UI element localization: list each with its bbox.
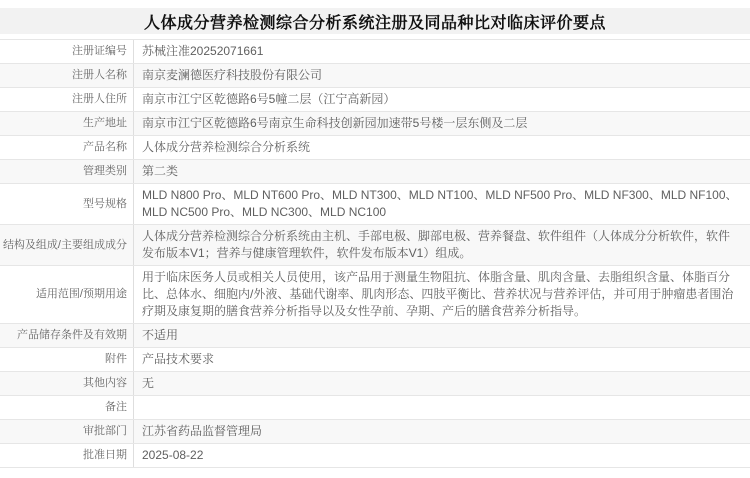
row-value: 南京麦澜德医疗科技股份有限公司 (142, 68, 323, 82)
row-label: 附件 (0, 348, 134, 371)
table-row (0, 396, 750, 420)
row-value: 江苏省药品监督管理局 (142, 424, 263, 438)
row-value: 第二类 (142, 164, 179, 178)
row-label: 结构及组成/主要组成成分 (0, 225, 134, 265)
row-value: 用于临床医务人员或相关人员使用，该产品用于测量生物阻抗、体脂含量、肌肉含量、去脂组织含量、体脂百分比、总体水、细胞内/外液、基础代谢率、肌肉形态、四肢平衡比、营养状况与营养评估，并可用于肿瘤患者围治疗期及康复期的膳食营养分析指导以及女性孕前、孕期、产后的膳食营养分析指导。 (142, 270, 734, 318)
table-row (0, 372, 750, 396)
row-value (134, 396, 750, 419)
table-row (0, 420, 750, 444)
table-row (0, 40, 750, 64)
row-value: 人体成分营养检测综合分析系统由主机、手部电极、脚部电极、营养餐盘、软件组件（人体成分分析软件，软件发布版本V1；营养与健康管理软件，软件发布版本V1）组成。 (142, 229, 731, 260)
table-row (0, 136, 750, 160)
row-value: 人体成分营养检测综合分析系统 (142, 140, 311, 154)
page-title: 人体成分营养检测综合分析系统注册及同品种比对临床评价要点 (143, 14, 606, 32)
table-row (0, 348, 750, 372)
page-title-bar (0, 8, 750, 34)
row-value: 不适用 (142, 328, 179, 342)
row-value: 南京市江宁区乾德路6号5幢二层（江宁高新园） (142, 92, 396, 106)
row-value: 2025-08-22 (142, 448, 204, 462)
table-row (0, 112, 750, 136)
registration-info-table (0, 39, 750, 468)
row-value: MLD N800 Pro、MLD NT600 Pro、MLD NT300、MLD NT100、MLD NF500 Pro、MLD NF300、MLD NF100、MLD NC500 Pro、MLD NC300、MLD NC100 (142, 188, 738, 219)
table-row (0, 64, 750, 88)
row-label: 型号规格 (0, 184, 134, 224)
row-label: 管理类别 (0, 160, 134, 183)
row-label: 备注 (0, 396, 134, 419)
table-row (0, 160, 750, 184)
table-row (0, 225, 750, 266)
row-label: 产品名称 (0, 136, 134, 159)
row-value: 苏械注准20252071661 (142, 44, 264, 58)
row-label: 生产地址 (0, 112, 134, 135)
row-label: 其他内容 (0, 372, 134, 395)
row-label: 注册人住所 (0, 88, 134, 111)
row-label: 审批部门 (0, 420, 134, 443)
row-label: 注册人名称 (0, 64, 134, 87)
row-label: 批准日期 (0, 444, 134, 467)
registration-detail-page (0, 8, 750, 478)
row-label: 注册证编号 (0, 40, 134, 63)
row-value: 产品技术要求 (142, 352, 215, 366)
table-row (0, 88, 750, 112)
table-row (0, 444, 750, 468)
row-label: 适用范围/预期用途 (0, 266, 134, 323)
table-row (0, 266, 750, 324)
row-value: 无 (142, 376, 155, 390)
table-row (0, 324, 750, 348)
row-value: 南京市江宁区乾德路6号南京生命科技创新园加速带5号楼一层东侧及二层 (142, 116, 528, 130)
table-row (0, 184, 750, 225)
row-label: 产品储存条件及有效期 (0, 324, 134, 347)
